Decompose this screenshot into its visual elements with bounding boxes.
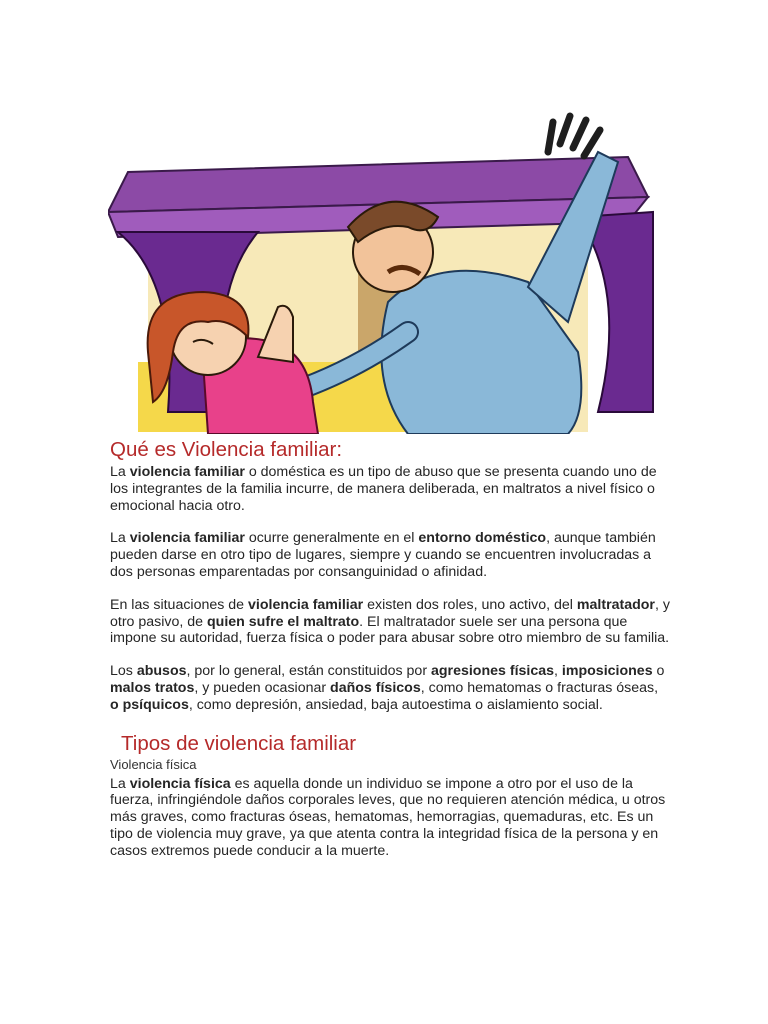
bold-term: violencia familiar	[248, 596, 364, 613]
section-title-types: Tipos de violencia familiar	[121, 731, 357, 755]
bold-term: malos tratos	[110, 679, 195, 696]
paragraph: La violencia física es aquella donde un individuo se impone a otro por el uso de la fuerza, infringiéndole daños corporales leves, que no requieren atención médica, u otros más graves, como fracturas óseas, hematomas, hemorragias, quemaduras, etc. Es un tipo de violencia muy grave, ya que atenta contra la integridad física de la persona y en casos extremos puede conducir a la muerte.	[110, 775, 666, 859]
paragraph: La violencia familiar ocurre generalmente en el entorno doméstico, aunque también pueden darse en otro tipo de lugares, siempre y cuando se encuentren involucradas a dos personas emparentadas por consanguinidad o afinidad.	[110, 530, 656, 580]
paragraph: En las situaciones de violencia familiar existen dos roles, uno activo, del maltratador, y otro pasivo, de quien sufre el maltrato. El maltratador suele ser una persona que impone su autoridad, fuerza física o poder para abusar sobre otro miembro de su familia.	[110, 596, 670, 647]
bold-term: daños físicos	[330, 679, 421, 696]
bold-term: violencia familiar	[129, 530, 245, 547]
article	[110, 438, 670, 876]
subsection-title-physical: Violencia física	[110, 756, 197, 772]
section-title-what-is: Qué es Violencia familiar:	[110, 438, 343, 461]
bold-term: entorno doméstico	[418, 530, 547, 547]
raised-hand	[548, 116, 600, 156]
bold-term: imposiciones	[561, 663, 653, 680]
bold-term: violencia física	[129, 775, 231, 792]
bold-term: maltratador	[576, 596, 655, 613]
paragraph: La violencia familiar o doméstica es un tipo de abuso que se presenta cuando uno de los integrantes de la familia incurre, de manera deliberada, en maltratos a nivel físico o emocional hacia otro.	[110, 464, 657, 514]
paragraph: Los abusos, por lo general, están constituidos por agresiones físicas, imposiciones o malos tratos, y pueden ocasionar daños físicos, como hematomas o fracturas óseas, o psíquicos, como depresión, ansiedad, baja autoestima o aislamiento social.	[110, 663, 665, 713]
domestic-violence-illustration	[108, 112, 656, 434]
section-types	[110, 732, 670, 860]
bold-term: quien sufre el maltrato	[207, 613, 360, 630]
bold-term: o psíquicos	[110, 696, 189, 713]
bold-term: abusos	[136, 663, 187, 680]
bold-term: violencia familiar	[129, 464, 245, 480]
bold-term: agresiones físicas	[431, 663, 555, 680]
cartoon-drawing	[108, 112, 656, 434]
